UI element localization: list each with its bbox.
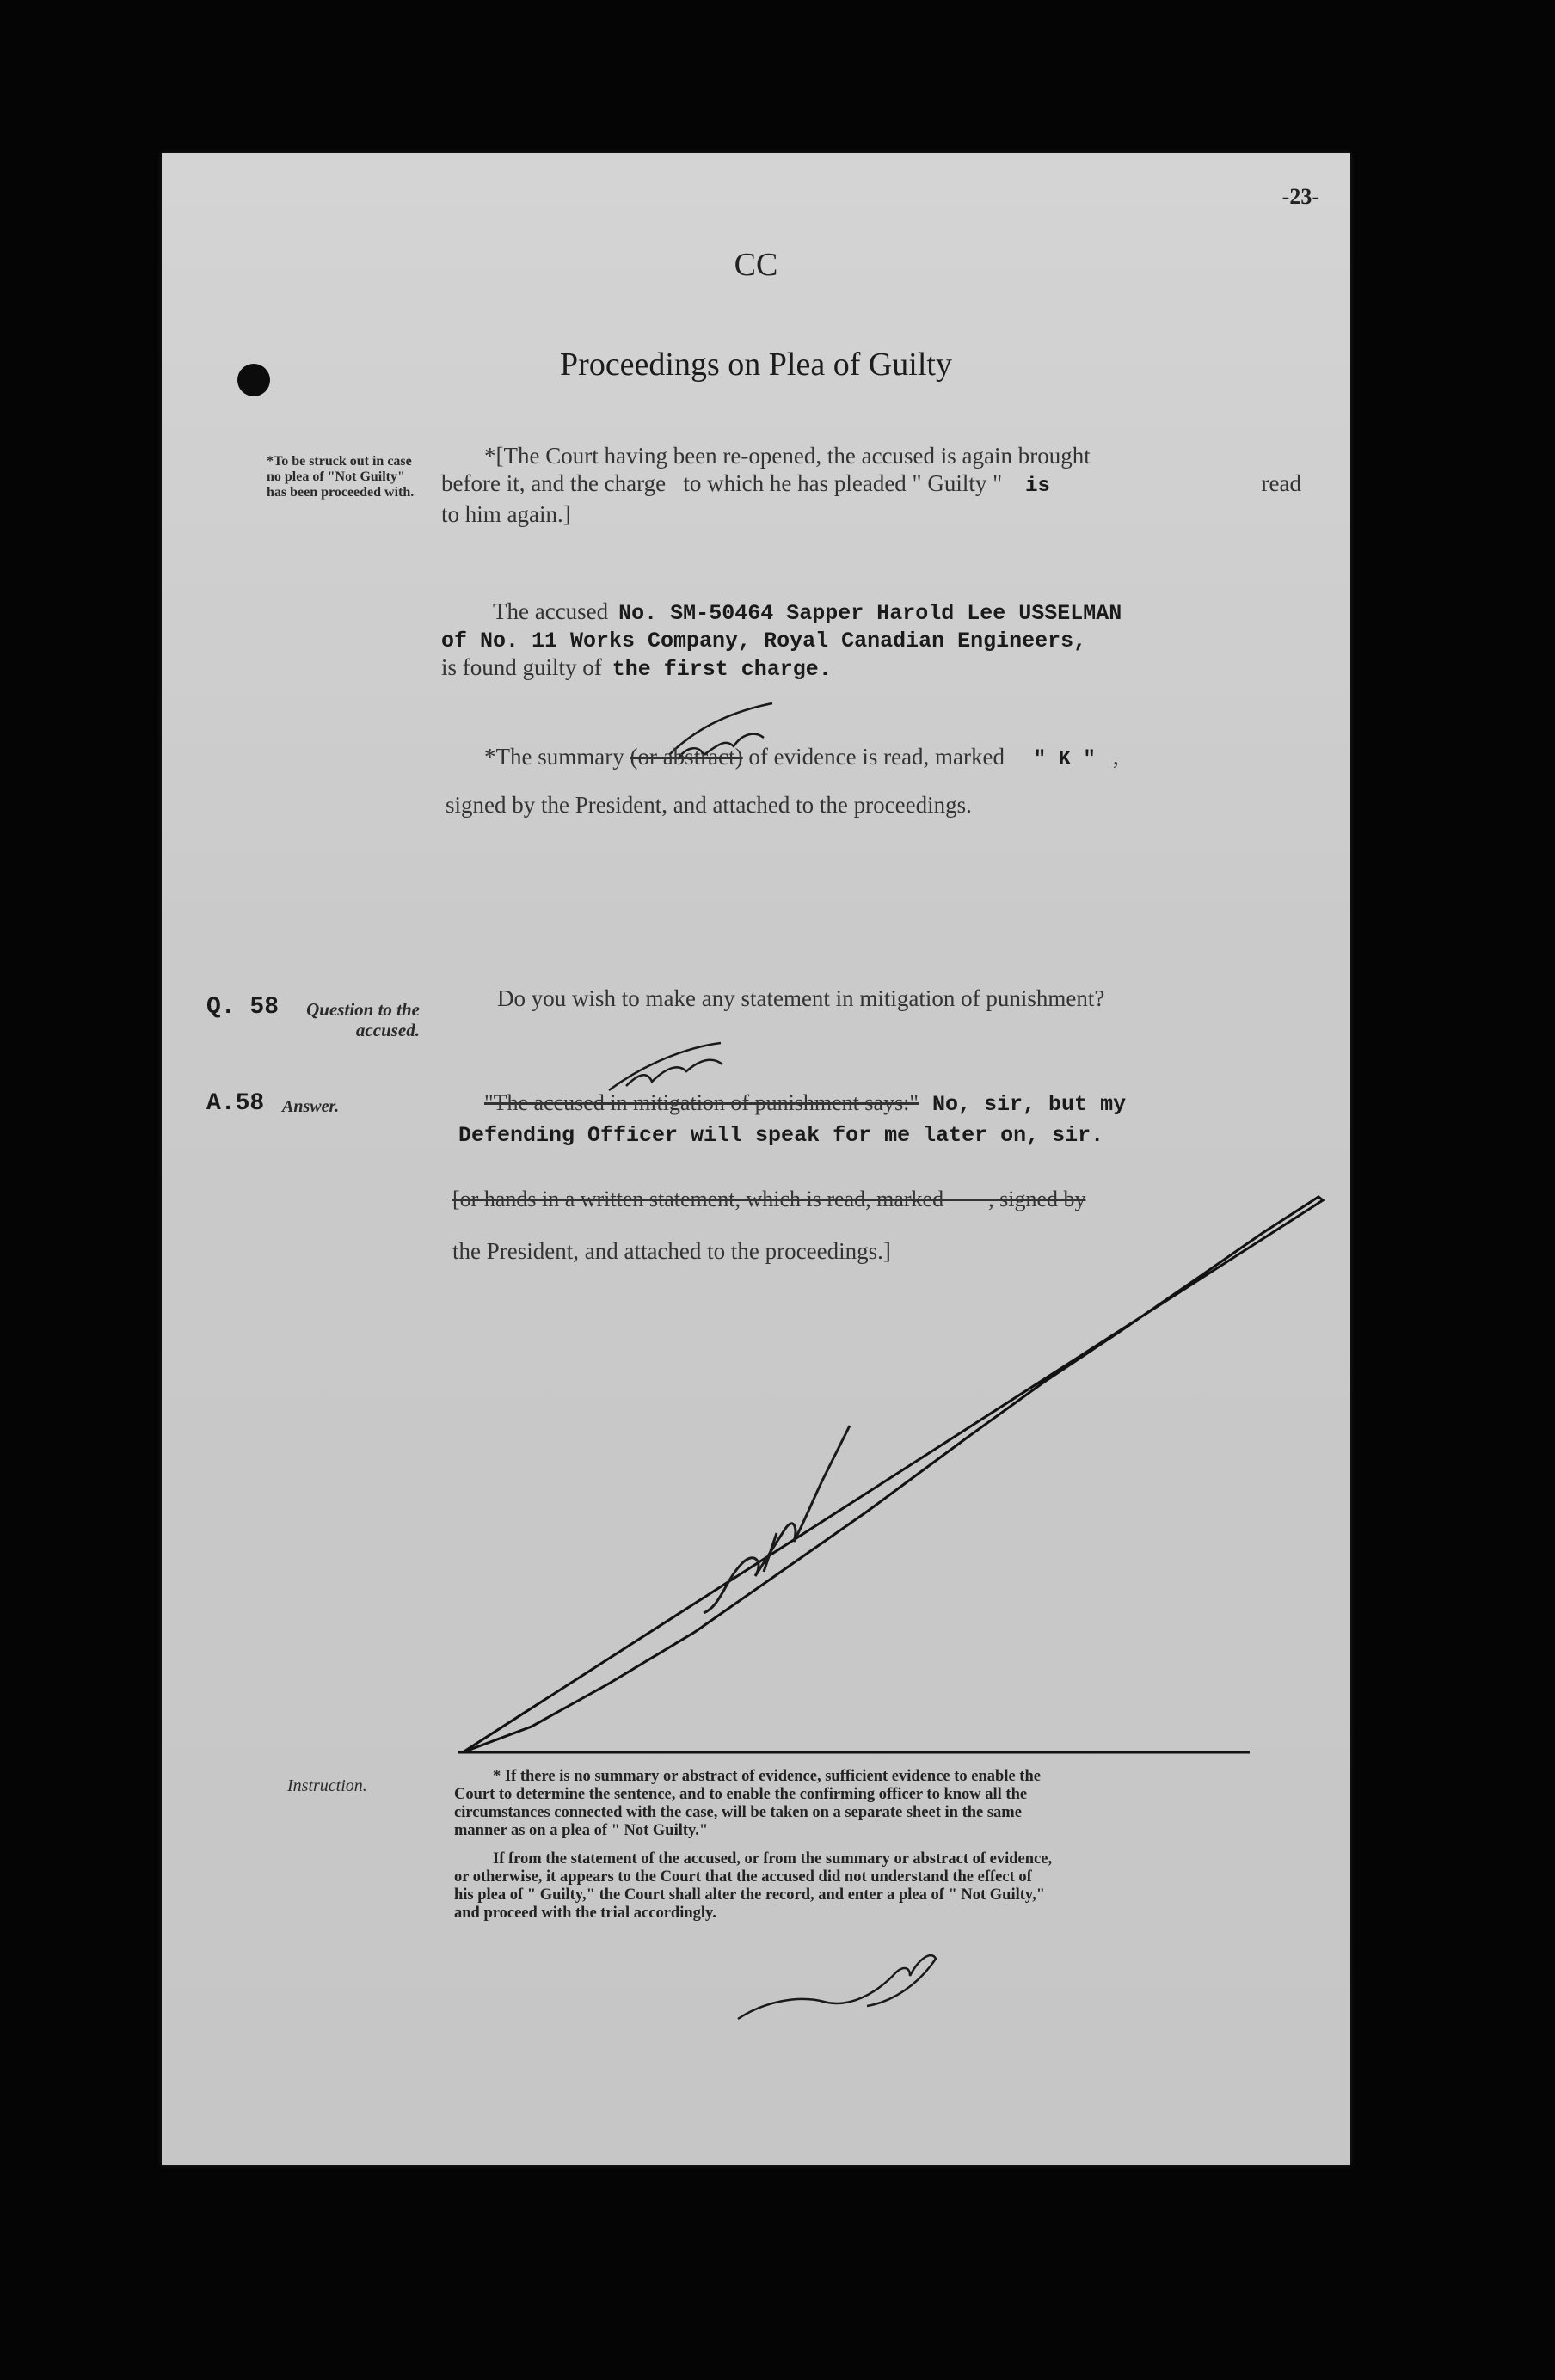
initials-bottom [738, 1955, 936, 2019]
accused-line-1 [441, 598, 1336, 629]
document-page [162, 153, 1350, 2165]
accused-typed-1: No. SM-50464 Sapper Harold Lee USSELMAN [618, 601, 1122, 626]
strike-triangle [463, 1197, 1323, 1752]
instruction-margin-label: Instruction. [287, 1776, 367, 1795]
reopen-line-2 [441, 469, 1301, 500]
margin-note-strike: *To be struck out in case no plea of "Not Guilty" has been proceeded with. [267, 454, 415, 500]
accused-line-3 [441, 654, 1336, 684]
written-statement-struck: [or hands in a written statement, which is read, marked , signed by [452, 1187, 1086, 1211]
initials-answer [609, 1043, 722, 1090]
answer-number: A.58 [206, 1090, 265, 1117]
page-number: -23- [1281, 184, 1319, 209]
instruction-p2-line: If from the statement of the accused, or from the summary or abstract of evidence, [493, 1850, 1053, 1868]
instruction-para-2 [454, 1850, 1245, 1923]
reopen-line-3: to him again.] [441, 501, 571, 527]
answer-typed-2: Defending Officer will speak for me later on, sir. [458, 1123, 1104, 1148]
page-title: Proceedings on Plea of Guilty [560, 347, 952, 383]
question-margin-label: Question to the accused. [306, 999, 420, 1040]
summary-prefix: *The summary [484, 744, 624, 770]
summary-tail: , [1113, 744, 1119, 770]
summary-paragraph [446, 743, 1340, 819]
answer-block [458, 1089, 1344, 1150]
accused-block [441, 598, 1336, 684]
accused-typed-3: the first charge. [612, 657, 832, 682]
instruction-p1-line: circumstances connected with the case, will be taken on a separate sheet in the same [454, 1804, 1022, 1821]
question-text: Do you wish to make any statement in mitigation of punishment? [497, 985, 1105, 1011]
guilty-label: is found guilty of [441, 654, 602, 680]
answer-line-1 [458, 1089, 1344, 1121]
answer-typed-1: No, sir, but my [932, 1092, 1127, 1117]
answer-struck: "The accused in mitigation of punishment says:" [484, 1090, 919, 1115]
instruction-p2-line: or otherwise, it appears to the Court that the accused did not understand the effect of [454, 1868, 1032, 1886]
answer-margin-label: Answer. [282, 1097, 340, 1116]
instruction-p2-line: his plea of " Guilty," the Court shall alter the record, and enter a plea of " Not Guilty," [454, 1886, 1046, 1904]
written-statement-tail: the President, and attached to the proceedings.] [452, 1238, 891, 1264]
instruction-block [454, 1768, 1245, 1923]
instruction-p1-line: manner as on a plea of " Not Guilty." [454, 1822, 709, 1839]
reopen-typed-is: is [1025, 475, 1050, 498]
summary-line-1 [446, 743, 1340, 774]
instruction-para-1 [454, 1768, 1245, 1840]
instruction-p1-line: Court to determine the sentence, and to enable the confirming officer to know all the [454, 1786, 1028, 1803]
summary-middle: of evidence is read, marked [748, 744, 1005, 770]
form-code: CC [734, 247, 778, 283]
reopen-paragraph [441, 442, 1301, 528]
question-number: Q. 58 [206, 994, 280, 1021]
summary-mark: " K " [1033, 748, 1096, 771]
reopen-line-2b: to which he has pleaded " Guilty " [683, 470, 1003, 496]
reopen-line-1: *[The Court having been re-opened, the accused is again brought [484, 443, 1091, 469]
summary-struck: (or abstract) [630, 744, 743, 770]
reopen-line-2c: read [1261, 470, 1301, 496]
summary-line-2: signed by the President, and attached to the proceedings. [446, 792, 972, 818]
instruction-p2-line: and proceed with the trial accordingly. [454, 1905, 716, 1922]
accused-label: The accused [493, 598, 609, 624]
accused-typed-2: of No. 11 Works Company, Royal Canadian Engineers, [441, 629, 1087, 653]
instruction-p1-line: * If there is no summary or abstract of evidence, sufficient evidence to enable the [493, 1768, 1041, 1785]
reopen-line-2a: before it, and the charge [441, 470, 667, 496]
